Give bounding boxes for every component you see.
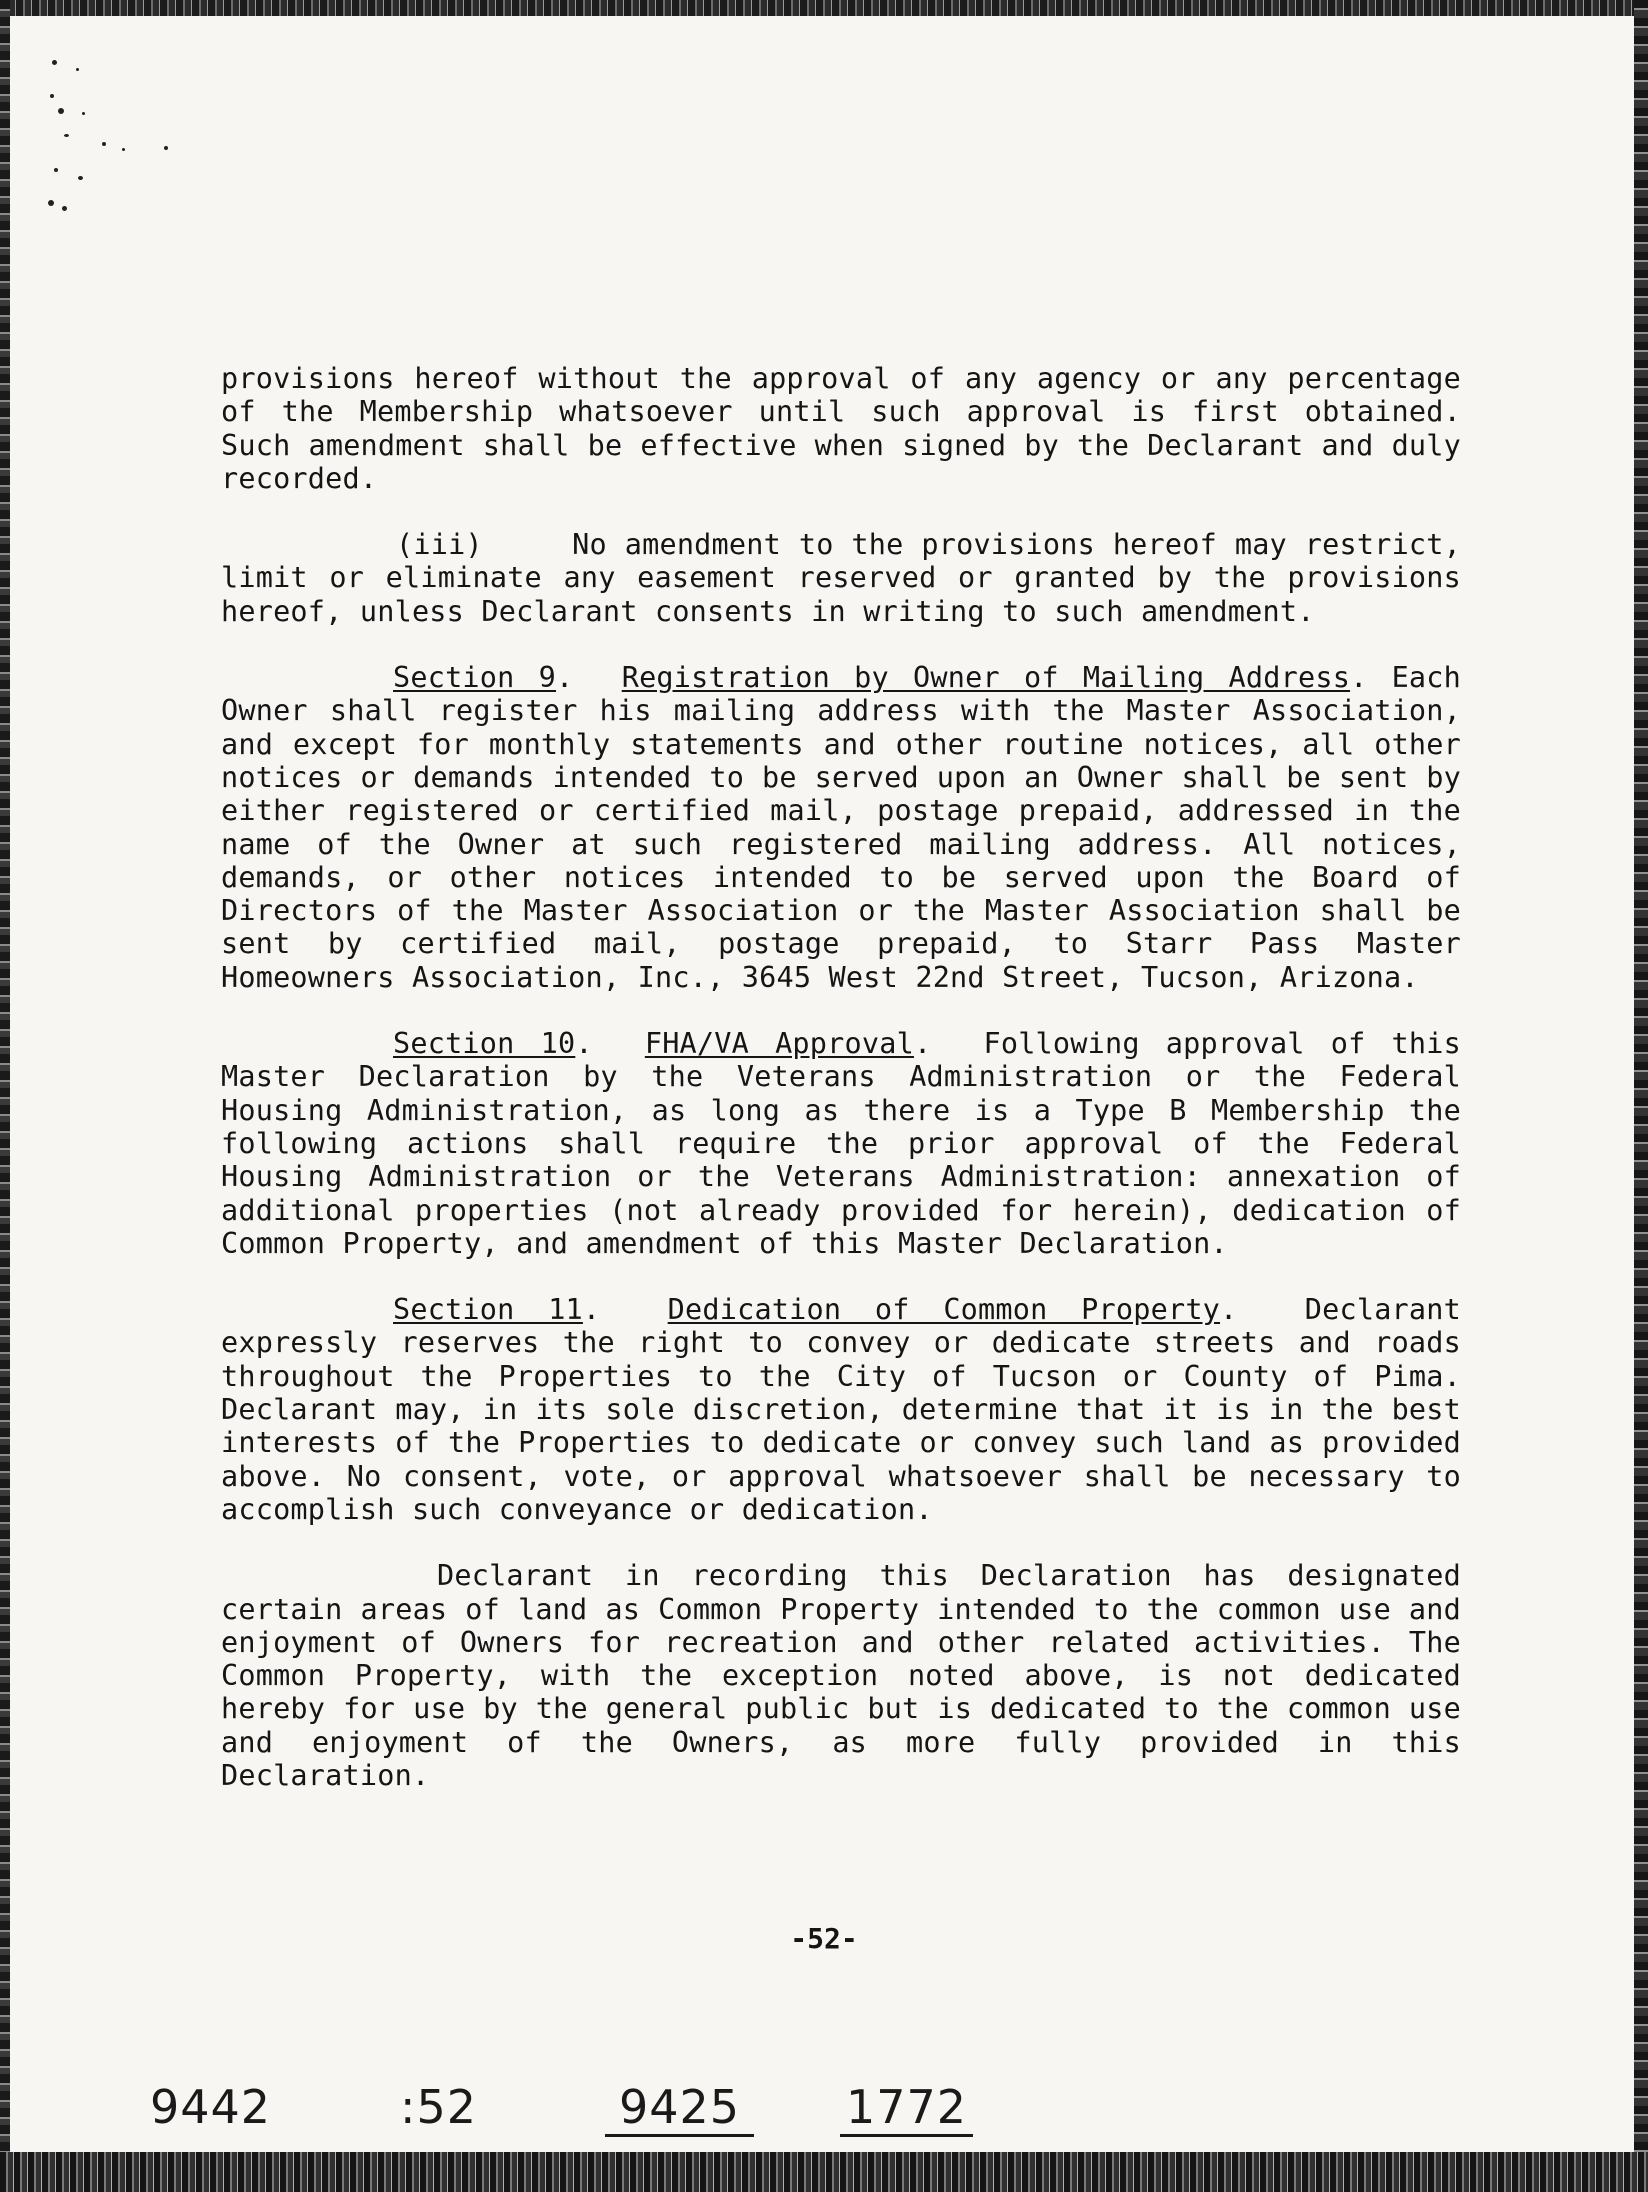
stamp-number-2: :52 xyxy=(400,2080,478,2134)
section-10: Section 10. FHA/VA Approval. Following approval of this Master Declaration by the Veterans Administration or the Federal Housing Administration, as long as there is a Type B Membership the following actions shall require the prior approval of the Federal Housing Administration or the Veterans Administration: annexation of additional properties (not already provided for herein), dedication of Common Property, and amendment of this Master Declaration. xyxy=(221,1027,1461,1260)
section-10-text: Following approval of this Master Declaration by the Veterans Administration or the Federal Housing Administration, as long as there is a Type B Membership the following actions shall require the prior approval of the Federal Housing Administration or the Veterans Administration: annexation of additional properties (not already provided for herein), dedication of Common Property, and amendment of this Master Declaration. xyxy=(221,1027,1461,1260)
section-11-title: Dedication of Common Property xyxy=(667,1293,1221,1327)
subsection-text: No amendment to the provisions hereof may restrict, limit or eliminate any easement reserved or granted by the provisions hereof, unless Declarant consents in writing to such amendment. xyxy=(221,528,1462,628)
paragraph-subsection-iii xyxy=(221,528,1461,628)
document-body xyxy=(221,362,1461,1825)
scan-edge-right xyxy=(1634,0,1648,2192)
section-11-text: Declarant expressly reserves the right to convey or dedicate streets and roads throughout the Properties to the City of Tucson or County of Pima. Declarant may, in its sole discretion, determine that it is in the best interests of the Properties to dedicate or convey such land as provided above. No consent, vote, or approval whatsoever shall be necessary to accomplish such conveyance or dedication. xyxy=(221,1293,1461,1526)
scan-edge-left xyxy=(0,0,10,2192)
paragraph-common-property: Declarant in recording this Declaration has designated certain areas of land as Common Property intended to the common use and enjoyment of Owners for recreation and other related activities. The Common Property, with the exception noted above, is not dedicated hereby for use by the general public but is dedicated to the common use and enjoyment of the Owners, as more fully provided in this Declaration. xyxy=(221,1559,1461,1792)
section-9: Section 9. Registration by Owner of Mailing Address. Each Owner shall register his mailing address with the Master Association, and except for monthly statements and other routine notices, all other notices or demands intended to be served upon an Owner shall be sent by either registered or certified mail, postage prepaid, addressed in the name of the Owner at such registered mailing address. All notices, demands, or other notices intended to be served upon the Board of Directors of the Master Association or the Master Association shall be sent by certified mail, postage prepaid, to Starr Pass Master Homeowners Association, Inc., 3645 West 22nd Street, Tucson, Arizona. xyxy=(221,661,1462,994)
section-9-number: Section 9 xyxy=(393,661,557,695)
page-number: -52- xyxy=(790,1922,858,1955)
stamp-number-1: 9442 xyxy=(150,2080,272,2134)
scan-edge-top xyxy=(0,0,1648,16)
scan-edge-bottom xyxy=(0,2152,1648,2192)
section-10-number: Section 10 xyxy=(393,1027,576,1061)
section-11: Section 11. Dedication of Common Property. Declarant expressly reserves the right to convey or dedicate streets and roads throughout the Properties to the City of Tucson or County of Pima. Declarant may, in its sole discretion, determine that it is in the best interests of the Properties to dedicate or convey such land as provided above. No consent, vote, or approval whatsoever shall be necessary to accomplish such conveyance or dedication. xyxy=(221,1293,1461,1526)
section-9-title: Registration by Owner of Mailing Address xyxy=(621,661,1351,695)
stamp-number-3: 9425 xyxy=(605,2080,754,2137)
scan-specks xyxy=(44,50,184,220)
section-10-title: FHA/VA Approval xyxy=(644,1027,914,1061)
subsection-label: (iii) xyxy=(396,528,483,562)
stamp-number-4: 1772 xyxy=(840,2080,973,2137)
section-11-number: Section 11 xyxy=(393,1293,583,1327)
paragraph-amendment-approval: provisions hereof without the approval of any agency or any percentage of the Membership whatsoever until such approval is first obtained. Such amendment shall be effective when signed by the Declarant and duly recorded. xyxy=(221,362,1461,495)
section-9-text: Each Owner shall register his mailing address with the Master Association, and except for monthly statements and other routine notices, all other notices or demands intended to be served upon an Owner shall be sent by either registered or certified mail, postage prepaid, addressed in the name of the Owner at such registered mailing address. All notices, demands, or other notices intended to be served upon the Board of Directors of the Master Association or the Master Association shall be sent by certified mail, postage prepaid, to Starr Pass Master Homeowners Association, Inc., 3645 West 22nd Street, Tucson, Arizona. xyxy=(221,661,1462,994)
